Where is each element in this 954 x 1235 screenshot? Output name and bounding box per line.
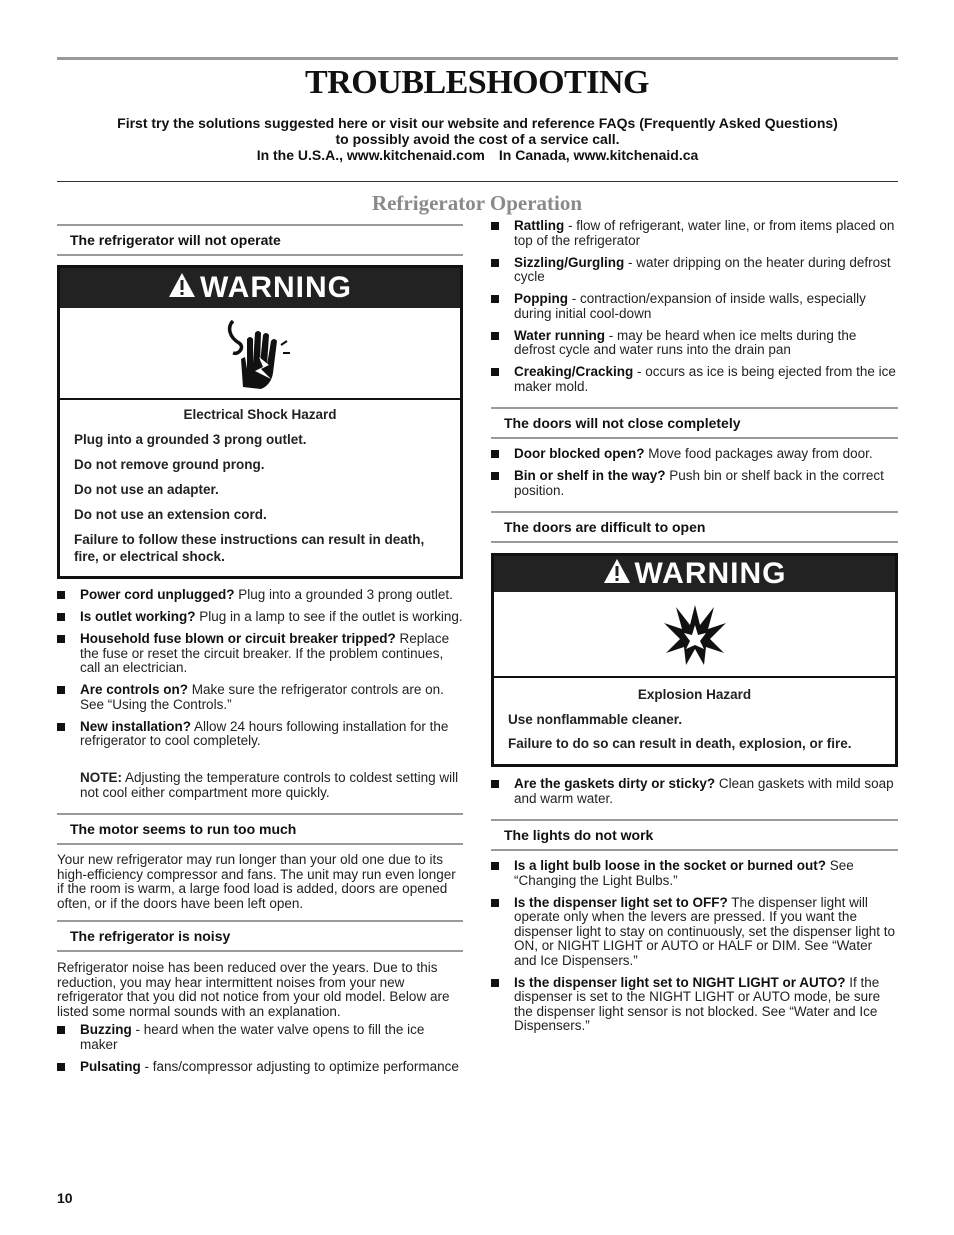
- list-item: Door blocked open? Move food packages away from door.: [491, 447, 898, 462]
- warning-text-electrical: [60, 400, 460, 565]
- intro-line-2: to possibly avoid the cost of a service call.: [335, 131, 620, 147]
- list-item: Power cord unplugged? Plug into a grounded 3 prong outlet.: [57, 588, 463, 603]
- warning-banner: [60, 268, 460, 308]
- warning-line: Plug into a grounded 3 prong outlet.: [74, 432, 307, 447]
- warning-line: Do not use an adapter.: [74, 482, 219, 497]
- list-item: Rattling - flow of refrigerant, water line, or from items placed on top of the refrigerator: [491, 219, 898, 248]
- heading-motor: The motor seems to run too much: [57, 813, 463, 845]
- intro-websites: [57, 147, 898, 163]
- warning-line: Failure to follow these instructions can result in death, fire, or electrical shock.: [74, 532, 425, 564]
- warning-banner: [494, 556, 895, 592]
- intro: [57, 115, 898, 163]
- list-item: Sizzling/Gurgling - water dripping on the heater during defrost cycle: [491, 256, 898, 285]
- doors-close-list: [491, 447, 898, 506]
- list-item: Bin or shelf in the way? Push bin or shelf back in the correct position.: [491, 469, 898, 498]
- noise-list: [491, 219, 898, 402]
- warning-line: Failure to do so can result in death, explosion, or fire.: [508, 736, 852, 751]
- page-number: 10: [57, 1190, 73, 1206]
- note: NOTE: Adjusting the temperature controls to coldest setting will not cool either compartment more quickly.: [80, 770, 459, 800]
- gasket-list: [491, 777, 898, 814]
- warning-triangle-icon: [603, 557, 631, 593]
- shock-icon-box: [60, 308, 460, 400]
- section-title: Refrigerator Operation: [371, 191, 583, 215]
- not-operate-list: [57, 588, 463, 756]
- list-item: Is the dispenser light set to OFF? The dispenser light will operate only when the levers are pressed. If you want the dispenser light to stay on continuously, set the dispenser light to ON, or NIGHT LIGHT or AUTO or HALF or DIM. See “Water and Ice Dispensers.”: [491, 896, 898, 969]
- noisy-list: [57, 1023, 463, 1082]
- heading-noisy: The refrigerator is noisy: [57, 920, 463, 952]
- hazard-title: Explosion Hazard: [637, 687, 752, 702]
- explosion-icon: [662, 601, 728, 667]
- warning-box-electrical: [57, 265, 463, 579]
- top-rule: [57, 57, 898, 60]
- heading-doors-close: The doors will not close completely: [491, 407, 898, 439]
- us-website: In the U.S.A., www.kitchenaid.com: [256, 147, 485, 163]
- canada-website: In Canada, www.kitchenaid.ca: [498, 147, 699, 163]
- warning-label: WARNING: [634, 557, 787, 590]
- hazard-title: Electrical Shock Hazard: [183, 407, 337, 422]
- warning-line: Do not use an extension cord.: [74, 507, 267, 522]
- warning-line: Use nonflammable cleaner.: [508, 712, 683, 727]
- list-item: New installation? Allow 24 hours following installation for the refrigerator to cool completely.: [57, 720, 463, 749]
- list-item: Pulsating - fans/compressor adjusting to optimize performance: [57, 1060, 463, 1075]
- list-item: Creaking/Cracking - occurs as ice is being ejected from the ice maker mold.: [491, 365, 898, 394]
- list-item: Are the gaskets dirty or sticky? Clean gaskets with mild soap and warm water.: [491, 777, 898, 806]
- heading-lights: The lights do not work: [491, 819, 898, 851]
- warning-label: WARNING: [200, 271, 352, 304]
- noisy-text: Refrigerator noise has been reduced over the years. Due to this reduction, you may hear intermittent noises from your new refrigerator that you did not notice from your old model. Below are listed some normal sounds with an explanation.: [57, 960, 450, 1019]
- list-item: Buzzing - heard when the water valve opens to fill the ice maker: [57, 1023, 463, 1052]
- section-rule: [57, 181, 898, 182]
- list-item: Household fuse blown or circuit breaker tripped? Replace the fuse or reset the circuit breaker. If the problem continues, call an electrician.: [57, 632, 463, 676]
- lights-list: [491, 859, 898, 1041]
- intro-line-1: First try the solutions suggested here or visit our website and reference FAQs (Frequently Asked Questions): [117, 115, 838, 131]
- warning-box-explosion: [491, 553, 898, 767]
- heading-not-operate: The refrigerator will not operate: [57, 224, 463, 256]
- list-item: Is a light bulb loose in the socket or burned out? See “Changing the Light Bulbs.”: [491, 859, 898, 888]
- electrical-shock-hand-icon: [225, 315, 295, 391]
- warning-line: Do not remove ground prong.: [74, 457, 265, 472]
- warning-text-explosion: [494, 678, 895, 753]
- page-title: TROUBLESHOOTING: [305, 64, 649, 101]
- list-item: Are controls on? Make sure the refrigerator controls are on. See “Using the Controls.”: [57, 683, 463, 712]
- explosion-icon-box: [494, 592, 895, 678]
- warning-triangle-icon: [168, 269, 196, 309]
- heading-doors-open: The doors are difficult to open: [491, 511, 898, 543]
- list-item: Is outlet working? Plug in a lamp to see if the outlet is working.: [57, 610, 463, 625]
- list-item: Is the dispenser light set to NIGHT LIGHT or AUTO? If the dispenser is set to the NIGHT LIGHT or AUTO mode, be sure the dispenser light sensor is not blocked. See “Water and Ice Dispensers.”: [491, 976, 898, 1034]
- list-item: Water running - may be heard when ice melts during the defrost cycle and water runs into the drain pan: [491, 329, 898, 358]
- list-item: Popping - contraction/expansion of inside walls, especially during initial cool-down: [491, 292, 898, 321]
- motor-text: Your new refrigerator may run longer than your old one due to its high-efficiency compressor and fans. The unit may run even longer if the room is warm, a large food load is added, doors are opened often, or if the doors have been left open.: [57, 852, 456, 911]
